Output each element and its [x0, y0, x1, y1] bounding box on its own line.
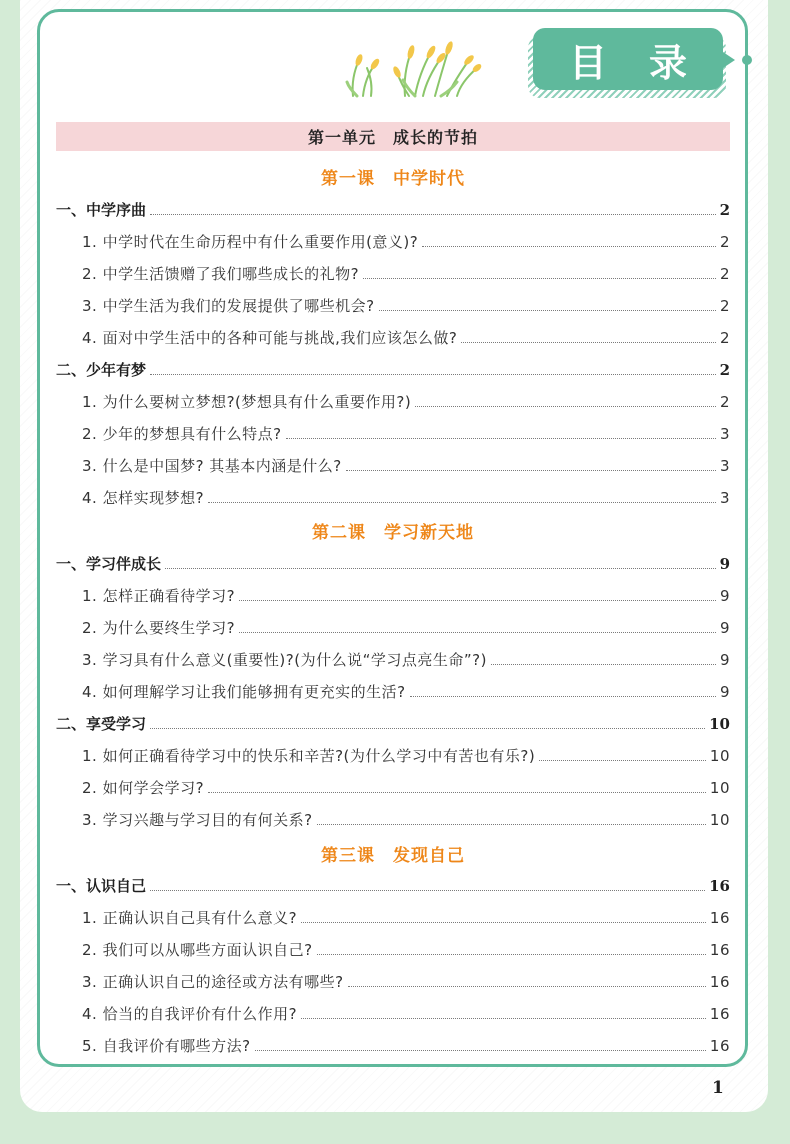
- toc-item[interactable]: [82, 1034, 730, 1056]
- section-label: 二、享受学习: [56, 715, 147, 733]
- leader-dots: [346, 470, 716, 471]
- item-label: 3. 什么是中国梦? 其基本内涵是什么?: [82, 457, 342, 475]
- toc-item[interactable]: [82, 906, 730, 928]
- toc-item[interactable]: [82, 486, 730, 508]
- toc-item[interactable]: [82, 1002, 730, 1024]
- toc-item[interactable]: [82, 680, 730, 702]
- toc-item[interactable]: [82, 648, 730, 670]
- title-arrow-icon: [723, 52, 735, 68]
- toc-item[interactable]: [82, 294, 730, 316]
- leader-dots: [165, 568, 716, 569]
- page-ref: 16: [709, 1005, 730, 1023]
- toc-item[interactable]: [82, 808, 730, 830]
- toc-section[interactable]: [56, 874, 730, 896]
- leader-dots: [150, 890, 705, 891]
- page-ref: 2: [719, 233, 730, 251]
- page-ref: 9: [719, 587, 730, 605]
- page-ref: 16: [709, 877, 730, 895]
- leader-dots: [317, 824, 706, 825]
- leader-dots: [539, 760, 706, 761]
- item-label: 1. 为什么要树立梦想?(梦想具有什么重要作用?): [82, 393, 412, 411]
- page-ref: 16: [709, 909, 730, 927]
- page-ref: 16: [709, 973, 730, 991]
- page-ref: 2: [719, 297, 730, 315]
- page-ref: 10: [709, 747, 730, 765]
- toc-item[interactable]: [82, 616, 730, 638]
- item-label: 3. 正确认识自己的途径或方法有哪些?: [82, 973, 344, 991]
- item-label: 3. 学习具有什么意义(重要性)?(为什么说“学习点亮生命”?): [82, 651, 487, 669]
- page-ref: 3: [719, 425, 730, 443]
- toc-section[interactable]: [56, 358, 730, 380]
- leader-dots: [286, 438, 716, 439]
- page-ref: 3: [719, 489, 730, 507]
- item-label: 4. 怎样实现梦想?: [82, 489, 205, 507]
- section-label: 二、少年有梦: [56, 361, 147, 379]
- toc-section[interactable]: [56, 712, 730, 734]
- toc-item[interactable]: [82, 970, 730, 992]
- section-label: 一、认识自己: [56, 877, 147, 895]
- item-label: 3. 中学生活为我们的发展提供了哪些机会?: [82, 297, 375, 315]
- leader-dots: [415, 406, 716, 407]
- leader-dots: [317, 954, 706, 955]
- page-ref: 2: [719, 329, 730, 347]
- page-ref: 9: [719, 651, 730, 669]
- item-label: 2. 少年的梦想具有什么特点?: [82, 425, 282, 443]
- toc-item[interactable]: [82, 422, 730, 444]
- item-label: 3. 学习兴趣与学习目的有何关系?: [82, 811, 313, 829]
- lesson-heading: 第一课 中学时代: [321, 169, 465, 189]
- page-ref: 16: [709, 1037, 730, 1055]
- item-label: 4. 面对中学生活中的各种可能与挑战,我们应该怎么做?: [82, 329, 458, 347]
- leader-dots: [410, 696, 716, 697]
- item-label: 2. 我们可以从哪些方面认识自己?: [82, 941, 313, 959]
- leader-dots: [208, 792, 706, 793]
- toc-item[interactable]: [82, 326, 730, 348]
- page-ref: 2: [719, 265, 730, 283]
- item-label: 2. 中学生活馈赠了我们哪些成长的礼物?: [82, 265, 360, 283]
- wheat-plants-icon: [345, 38, 485, 98]
- page-ref: 9: [719, 683, 730, 701]
- toc-section[interactable]: [56, 198, 730, 220]
- leader-dots: [461, 342, 716, 343]
- page-ref: 2: [719, 361, 730, 379]
- leader-dots: [150, 214, 716, 215]
- item-label: 4. 恰当的自我评价有什么作用?: [82, 1005, 298, 1023]
- item-label: 4. 如何理解学习让我们能够拥有更充实的生活?: [82, 683, 406, 701]
- leader-dots: [491, 664, 716, 665]
- unit-heading: [56, 122, 730, 151]
- page-ref: 16: [709, 941, 730, 959]
- section-label: 一、中学序曲: [56, 201, 147, 219]
- lesson-heading: 第三课 发现自己: [321, 846, 465, 866]
- item-label: 2. 为什么要终生学习?: [82, 619, 236, 637]
- toc-item[interactable]: [82, 230, 730, 252]
- page-ref: 9: [719, 619, 730, 637]
- toc-item[interactable]: [82, 262, 730, 284]
- item-label: 1. 怎样正确看待学习?: [82, 587, 236, 605]
- leader-dots: [422, 246, 716, 247]
- title-dot-icon: [742, 55, 752, 65]
- leader-dots: [239, 632, 716, 633]
- toc-item[interactable]: [82, 776, 730, 798]
- page-ref: 9: [719, 555, 730, 573]
- leader-dots: [301, 1018, 706, 1019]
- leader-dots: [379, 310, 716, 311]
- item-label: 5. 自我评价有哪些方法?: [82, 1037, 251, 1055]
- leader-dots: [348, 986, 706, 987]
- toc-item[interactable]: [82, 938, 730, 960]
- toc-title-box: [533, 28, 729, 90]
- leader-dots: [150, 374, 716, 375]
- page-ref: 10: [709, 811, 730, 829]
- page-ref: 3: [719, 457, 730, 475]
- item-label: 1. 如何正确看待学习中的快乐和辛苦?(为什么学习中有苦也有乐?): [82, 747, 536, 765]
- page-ref: 2: [719, 201, 730, 219]
- item-label: 1. 中学时代在生命历程中有什么重要作用(意义)?: [82, 233, 419, 251]
- section-label: 一、学习伴成长: [56, 555, 162, 573]
- page-number: 1: [712, 1078, 724, 1098]
- toc-section[interactable]: [56, 552, 730, 574]
- item-label: 2. 如何学会学习?: [82, 779, 205, 797]
- leader-dots: [301, 922, 706, 923]
- leader-dots: [363, 278, 716, 279]
- leader-dots: [208, 502, 716, 503]
- leader-dots: [239, 600, 716, 601]
- toc-item[interactable]: [82, 454, 730, 476]
- leader-dots: [150, 728, 705, 729]
- page-ref: 10: [709, 715, 730, 733]
- toc-title: 目录: [568, 40, 729, 85]
- page-ref: 2: [719, 393, 730, 411]
- item-label: 1. 正确认识自己具有什么意义?: [82, 909, 298, 927]
- page-ref: 10: [709, 779, 730, 797]
- lesson-heading: 第二课 学习新天地: [312, 523, 474, 543]
- toc-item[interactable]: [82, 744, 730, 766]
- leader-dots: [255, 1050, 706, 1051]
- toc-item[interactable]: [82, 390, 730, 412]
- unit-title: 第一单元 成长的节拍: [307, 128, 478, 147]
- toc-item[interactable]: [82, 584, 730, 606]
